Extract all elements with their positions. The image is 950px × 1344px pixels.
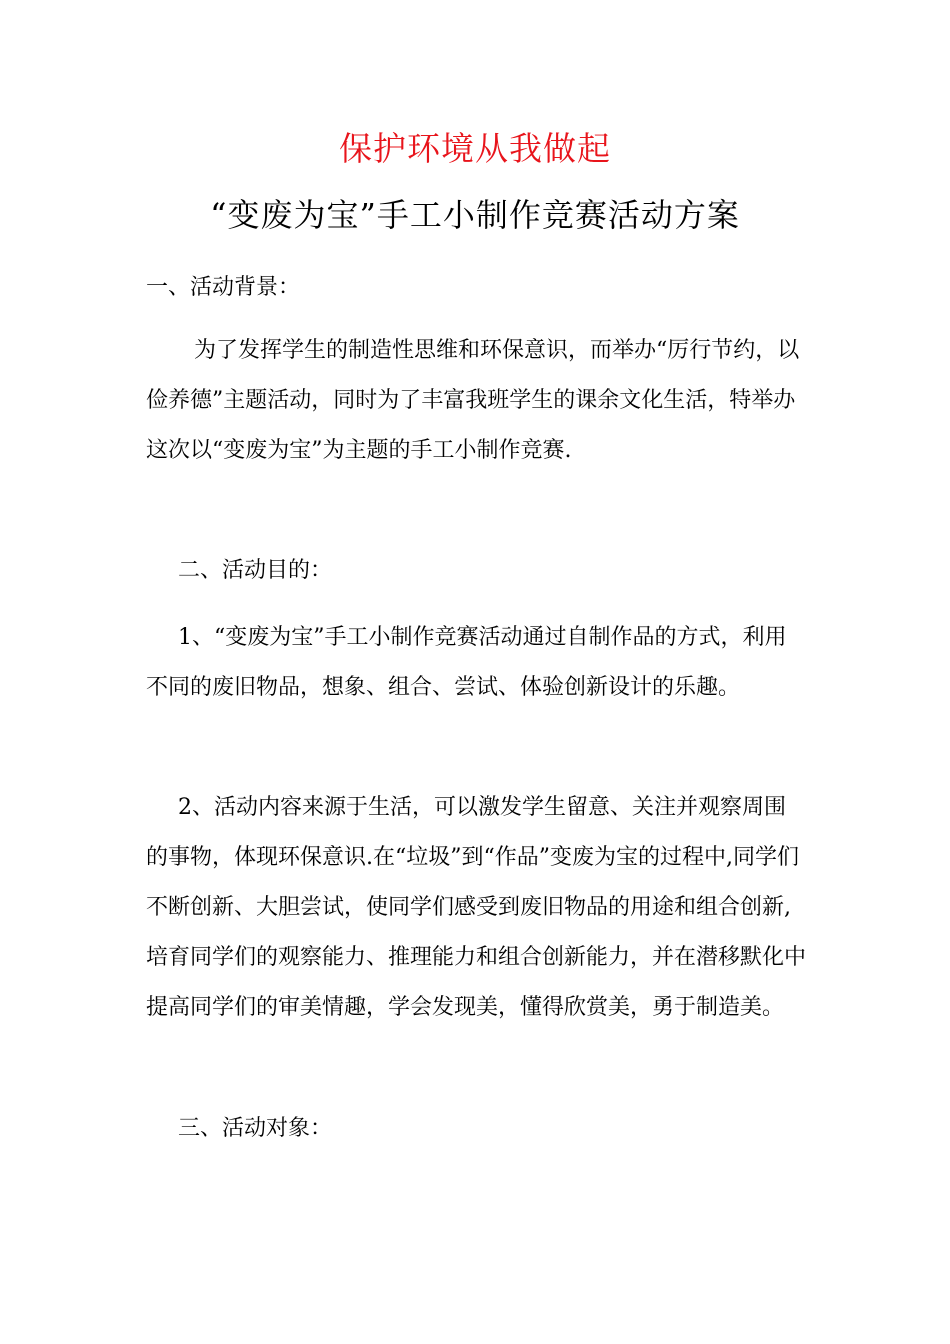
section-heading-purpose: 二、活动目的： [178, 558, 333, 583]
document-slogan-title: 保护环境从我做起 [339, 129, 611, 168]
paragraph-purpose-item-1: 1、“变废为宝”手工小制作竞赛活动通过自制作品的方式，利用不同的废旧物品，想象、组合、尝试、体验创新设计的乐趣。 [146, 625, 787, 700]
section-heading-background: 一、活动背景： [146, 275, 301, 300]
paragraph-background: 为了发挥学生的制造性思维和环保意识，而举办“厉行节约，以俭养德”主题活动，同时为了丰富我班学生的课余文化生活，特举办这次以“变废为宝”为主题的手工小制作竞赛. [146, 338, 800, 463]
section-heading-participants: 三、活动对象： [178, 1116, 333, 1141]
document-main-title: “变废为宝”手工小制作竞赛活动方案 [210, 196, 740, 234]
paragraph-purpose-item-2: 2、活动内容来源于生活，可以激发学生留意、关注并观察周围的事物，体现环保意识.在“垃圾”到“作品”变废为宝的过程中,同学们不断创新、大胆尝试，使同学们感受到废旧物品的用途和组合创新,培育同学们的观察能力、推理能力和组合创新能力，并在潜移默化中提高同学们的审美情趣，学会发现美，懂得欣赏美，勇于制造美。 [146, 795, 807, 1020]
